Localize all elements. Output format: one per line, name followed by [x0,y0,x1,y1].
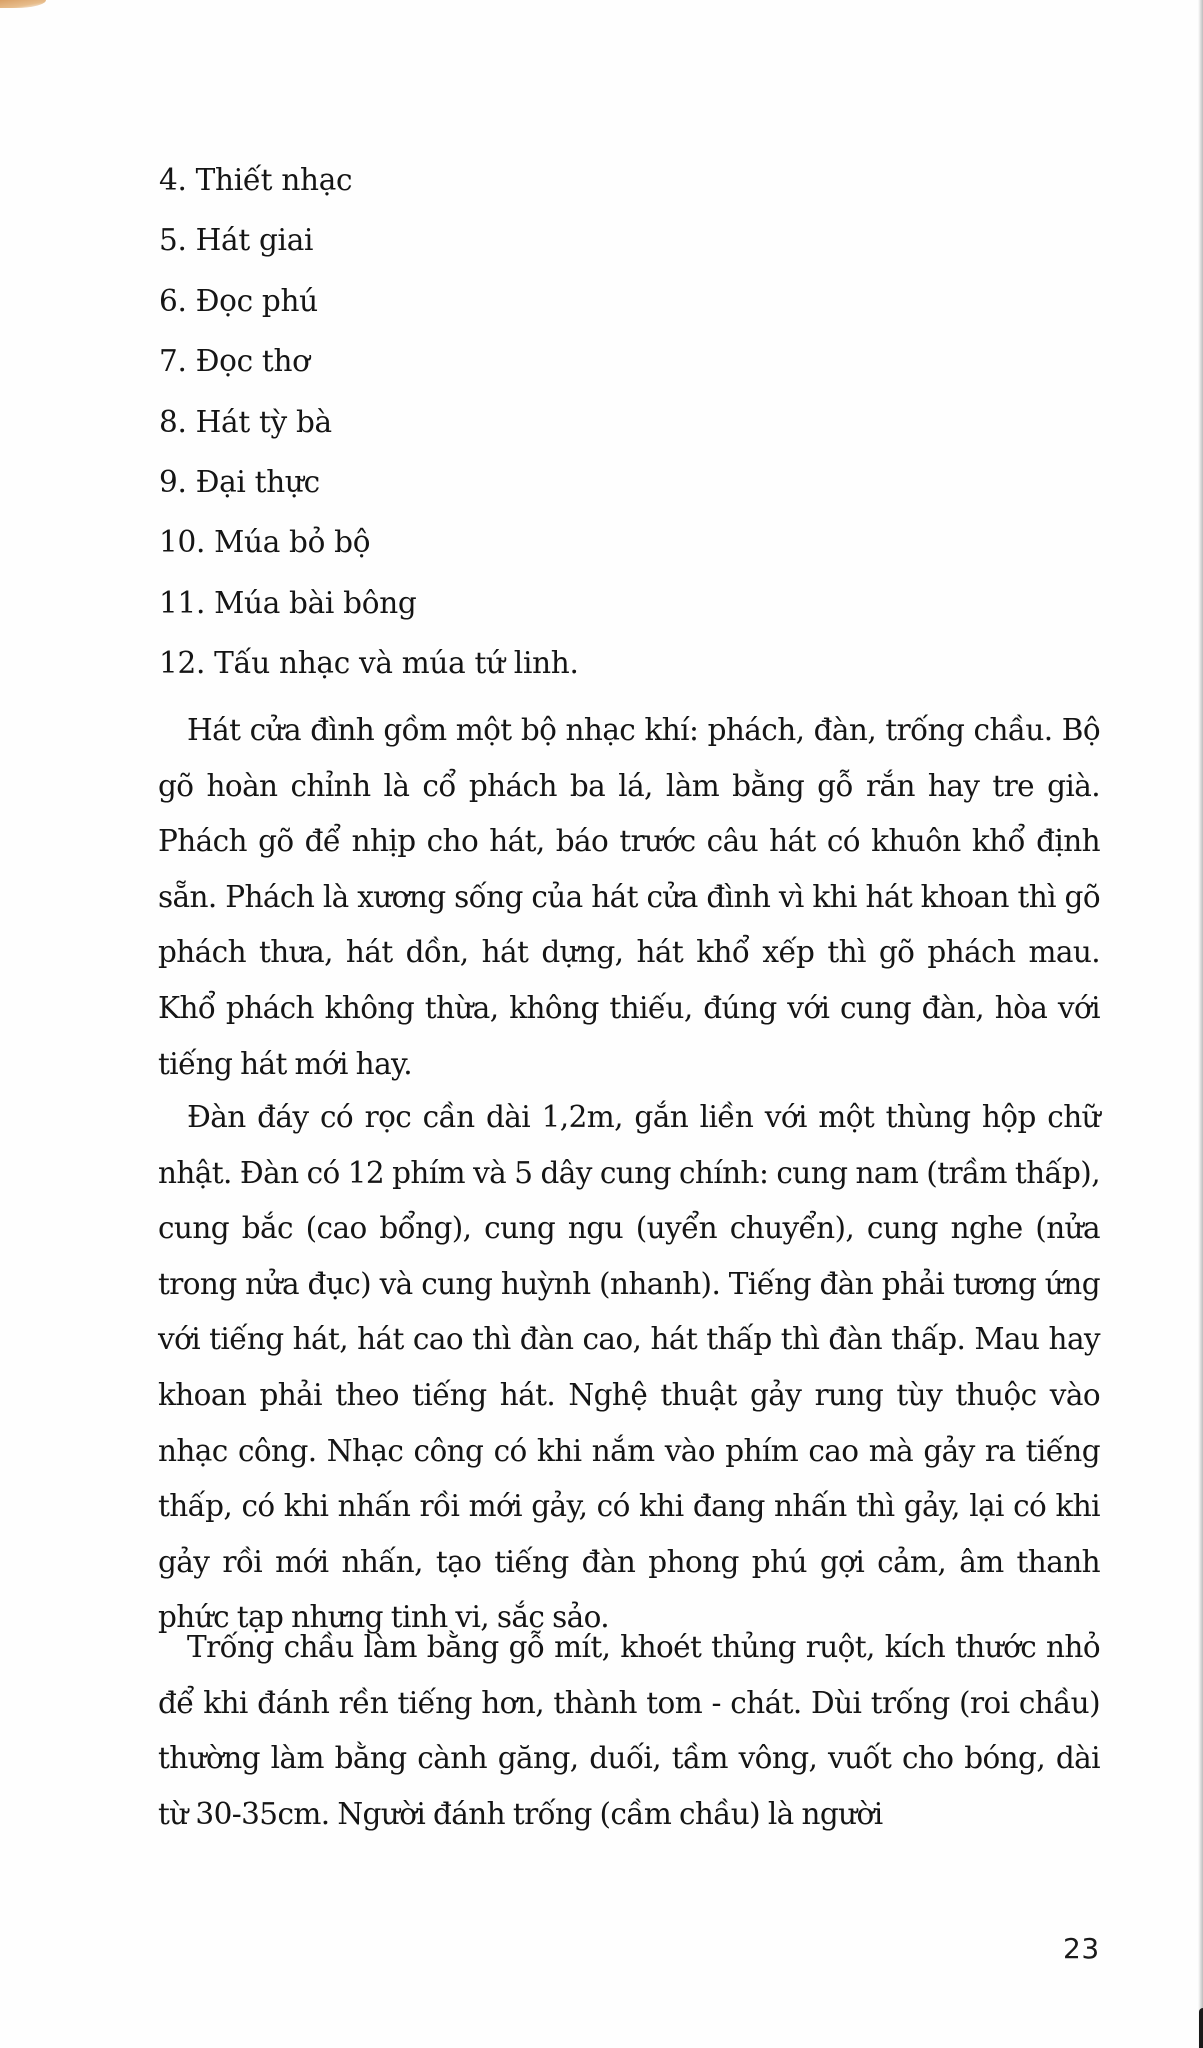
page-edge-dark-corner [1199,2008,1203,2048]
performance-list [159,150,579,694]
paragraph-text: Đàn đáy có rọc cần dài 1,2m, gắn liền với một thùng hộp chữ nhật. Đàn có 12 phím và 5 dây cung chính: cung nam (trầm thấp), cung bắc (cao bổng), cung ngu (uyển chuyển), cung nghe (nửa trong nửa đục) và cung huỳnh (nhanh). Tiếng đàn phải tương ứng với tiếng hát, hát cao thì đàn cao, hát thấp thì đàn thấp. Mau hay khoan phải theo tiếng hát. Nghệ thuật gảy rung tùy thuộc vào nhạc công. Nhạc công có khi nắm vào phím cao mà gảy ra tiếng thấp, có khi nhấn rồi mới gảy, có khi đang nhấn thì gảy, lại có khi gảy rồi mới nhấn, tạo tiếng đàn phong phú gợi cảm, âm thanh phức tạp nhưng tinh vi, sắc sảo. [158,1100,1100,1635]
paragraph-text: Trống chầu làm bằng gỗ mít, khoét thủng ruột, kích thước nhỏ để khi đánh rền tiếng hơn, thành tom - chát. Dùi trống (roi chầu) thường làm bằng cành găng, duối, tầm vông, vuốt cho bóng, dài từ 30-35cm. Người đánh trống (cầm chầu) là người [158,1630,1100,1831]
list-item: 11. Múa bài bông [159,585,417,620]
list-item: 10. Múa bỏ bộ [159,525,371,560]
paragraph-dan-day [158,1090,1100,1646]
list-item: 4. Thiết nhạc [159,163,353,197]
page-edge-shadow [1198,0,1203,2048]
list-item: 7. Đọc thơ [159,344,310,379]
paragraph-trong-chau [158,1620,1100,1842]
list-item: 9. Đại thực [159,464,320,499]
page-number: 23 [1063,1932,1100,1965]
list-item: 8. Hát tỳ bà [159,404,332,439]
paragraph-text: Hát cửa đình gồm một bộ nhạc khí: phách, đàn, trống chầu. Bộ gõ hoàn chỉnh là cổ phách ba lá, làm bằng gỗ rắn hay tre già. Phách gõ để nhịp cho hát, báo trước câu hát có khuôn khổ định sẵn. Phách là xương sống của hát cửa đình vì khi hát khoan thì gõ phách thưa, hát dồn, hát dựng, hát khổ xếp thì gõ phách mau. Khổ phách không thừa, không thiếu, đúng với cung đàn, hòa với tiếng hát mới hay. [158,713,1100,1081]
paragraph-instruments [158,703,1100,1092]
list-item: 12. Tấu nhạc và múa tứ linh. [159,646,579,681]
list-item: 6. Đọc phú [159,283,318,318]
page-corner-shadow [0,0,46,8]
list-item: 5. Hát giai [159,223,314,258]
